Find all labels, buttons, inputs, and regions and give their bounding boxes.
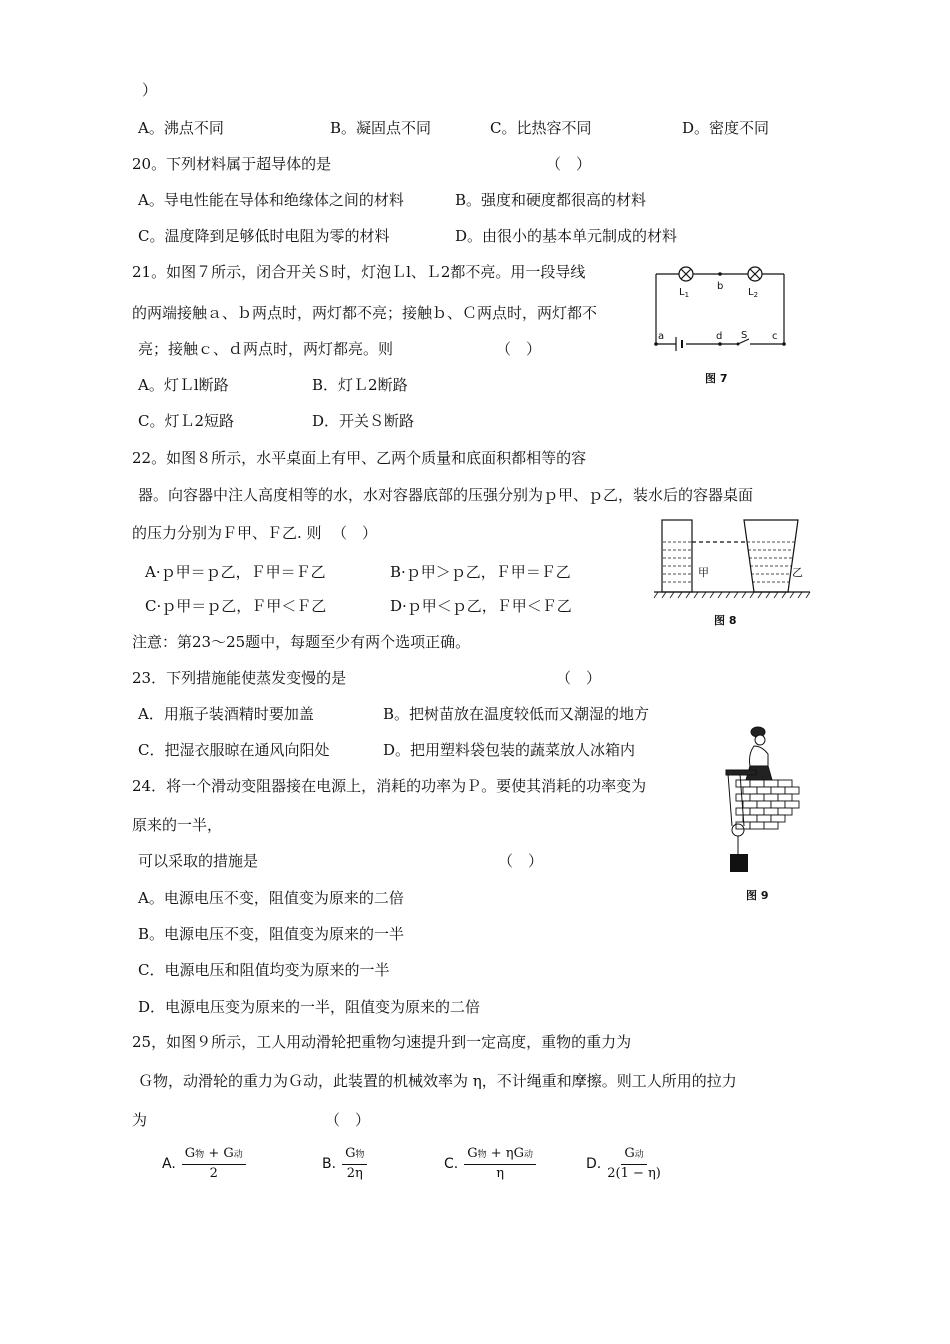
q20-option-c: C。温度降到足够低时电阻为零的材料 [138,227,390,245]
q20-option-b: B。强度和硬度都很高的材料 [455,191,647,209]
container-jia-label: 甲 [698,566,709,579]
q25-option-c [444,1146,536,1182]
q25-option-d [586,1146,661,1182]
figure-7-caption: 图 7 [705,372,728,385]
q20-option-d: D。由很小的基本单元制成的材料 [455,227,678,245]
figure-9-caption: 图 9 [746,889,769,902]
q25-line-3: 为 [132,1111,148,1129]
q21-answer-paren: （ ） [496,340,542,358]
q21-option-c: C。灯Ｌ2短路 [138,412,235,430]
q24-option-a: A。电源电压不变，阻值变为原来的二倍 [138,889,404,907]
q24-option-c: C．电源电压和阻值均变为原来的一半 [138,961,390,979]
pulley-illustration [706,722,806,882]
fraction-c: $\frac{\text{G物 + ηG动}}{\eta}$ [464,1146,536,1182]
point-a-label: a [658,331,665,342]
q24-line-1: 24．将一个滑动变阻器接在电源上，消耗的功率为Ｐ。要使其消耗的功率变为 [132,777,647,795]
circuit-diagram [650,260,792,388]
q22-answer-paren: （ ） [332,524,378,542]
q23-option-a: A．用瓶子装酒精时要加盖 [138,705,314,723]
q23-answer-paren: （ ） [556,669,602,687]
q22-option-c: C·ｐ甲＝ｐ乙，Ｆ甲＜Ｆ乙 [145,597,327,615]
q19-option-c: C。比热容不同 [490,119,592,137]
lamp-l2-label: $L_2$ [748,287,759,299]
q22-line-1: 22。如图８所示，水平桌面上有甲、乙两个质量和底面积都相等的容 [132,449,587,467]
q25-answer-paren: （ ） [325,1111,371,1129]
q21-option-a: A。灯Ｌl断路 [138,376,229,394]
q21-option-d: D．开关Ｓ断路 [312,412,415,430]
q25-option-a-label: A. [162,1156,176,1172]
multi-choice-note: 注意：第23～25题中，每题至少有两个选项正确。 [132,633,471,651]
q24-option-d: D．电源电压变为原来的一半，阻值变为原来的二倍 [138,998,481,1016]
q21-line-1: 21。如图７所示，闭合开关Ｓ时，灯泡Ｌl、Ｌ2都不亮。用一段导线 [132,263,586,281]
figure-8-containers [652,512,812,630]
q25-option-b [322,1146,367,1182]
q25-option-a [162,1146,246,1182]
q20-option-a: A。导电性能在导体和绝缘体之间的材料 [138,191,404,209]
q25-line-2: Ｇ物，动滑轮的重力为Ｇ动，此装置的机械效率为 η，不计绳重和摩擦。则工人所用的拉力 [138,1072,737,1090]
lamp-l1-label: $L_1$ [679,287,690,299]
figure-7-circuit [650,260,792,388]
q22-line-3: 的压力分别为Ｆ甲、Ｆ乙. 则 [132,524,322,542]
q20-answer-paren: （ ） [546,155,592,173]
q19-option-a: A。沸点不同 [138,119,224,137]
q20-stem: 20。下列材料属于超导体的是 [132,155,332,173]
q19-option-d: D。密度不同 [682,119,770,137]
q25-option-d-label: D. [586,1156,602,1172]
fraction-a: $\frac{\text{G物 + G动}}{2}$ [182,1146,246,1182]
q22-line-2: 器。向容器中注人高度相等的水，水对容器底部的压强分别为ｐ甲、ｐ乙，装水后的容器桌面 [138,486,754,504]
fraction-d: $\frac{\text{G动}}{2(1 - \eta)}$ [607,1146,661,1181]
containers-diagram [652,512,812,612]
point-d-label: d [716,331,723,342]
container-yi-label: 乙 [792,566,803,579]
q23-option-b: B。把树苗放在温度较低而又潮湿的地方 [383,705,650,723]
figure-9-pulley [706,722,806,904]
q25-option-b-label: B. [322,1156,337,1172]
q23-option-d: D。把用塑料袋包装的蔬菜放人冰箱内 [383,741,636,759]
switch-s-label: S [741,330,748,341]
q21-line-2: 的两端接触ａ、ｂ两点时，两灯都不亮；接触ｂ、Ｃ两点时，两灯都不 [132,304,598,322]
q19-paren-tail: ） [142,81,158,99]
q23-option-c: C．把湿衣服晾在通风向阳处 [138,741,330,759]
q21-line-3: 亮；接触ｃ、ｄ两点时，两灯都亮。则 [138,340,394,358]
q22-option-a: A·ｐ甲＝ｐ乙，Ｆ甲＝Ｆ乙 [145,563,326,581]
q21-option-b: B．灯Ｌ2断路 [312,376,408,394]
point-c-label: c [772,331,778,342]
q22-option-d: D·ｐ甲＜ｐ乙，Ｆ甲＜Ｆ乙 [390,597,572,615]
q24-line-2: 原来的一半， [132,816,223,834]
point-b-label: b [717,281,724,292]
q23-stem: 23．下列措施能使蒸发变慢的是 [132,669,347,687]
q24-answer-paren: （ ） [498,852,544,870]
q24-option-b: B。电源电压不变，阻值变为原来的一半 [138,925,405,943]
q24-line-3: 可以采取的措施是 [138,852,259,870]
q25-option-c-label: C. [444,1156,459,1172]
figure-8-caption: 图 8 [714,614,737,627]
q25-line-1: 25，如图９所示，工人用动滑轮把重物匀速提升到一定高度，重物的重力为 [132,1033,632,1051]
q19-option-b: B。凝固点不同 [330,119,432,137]
q22-option-b: B·ｐ甲＞ｐ乙，Ｆ甲＝Ｆ乙 [390,563,571,581]
fraction-b: $\frac{\text{G物}}{2\eta}$ [342,1146,367,1182]
